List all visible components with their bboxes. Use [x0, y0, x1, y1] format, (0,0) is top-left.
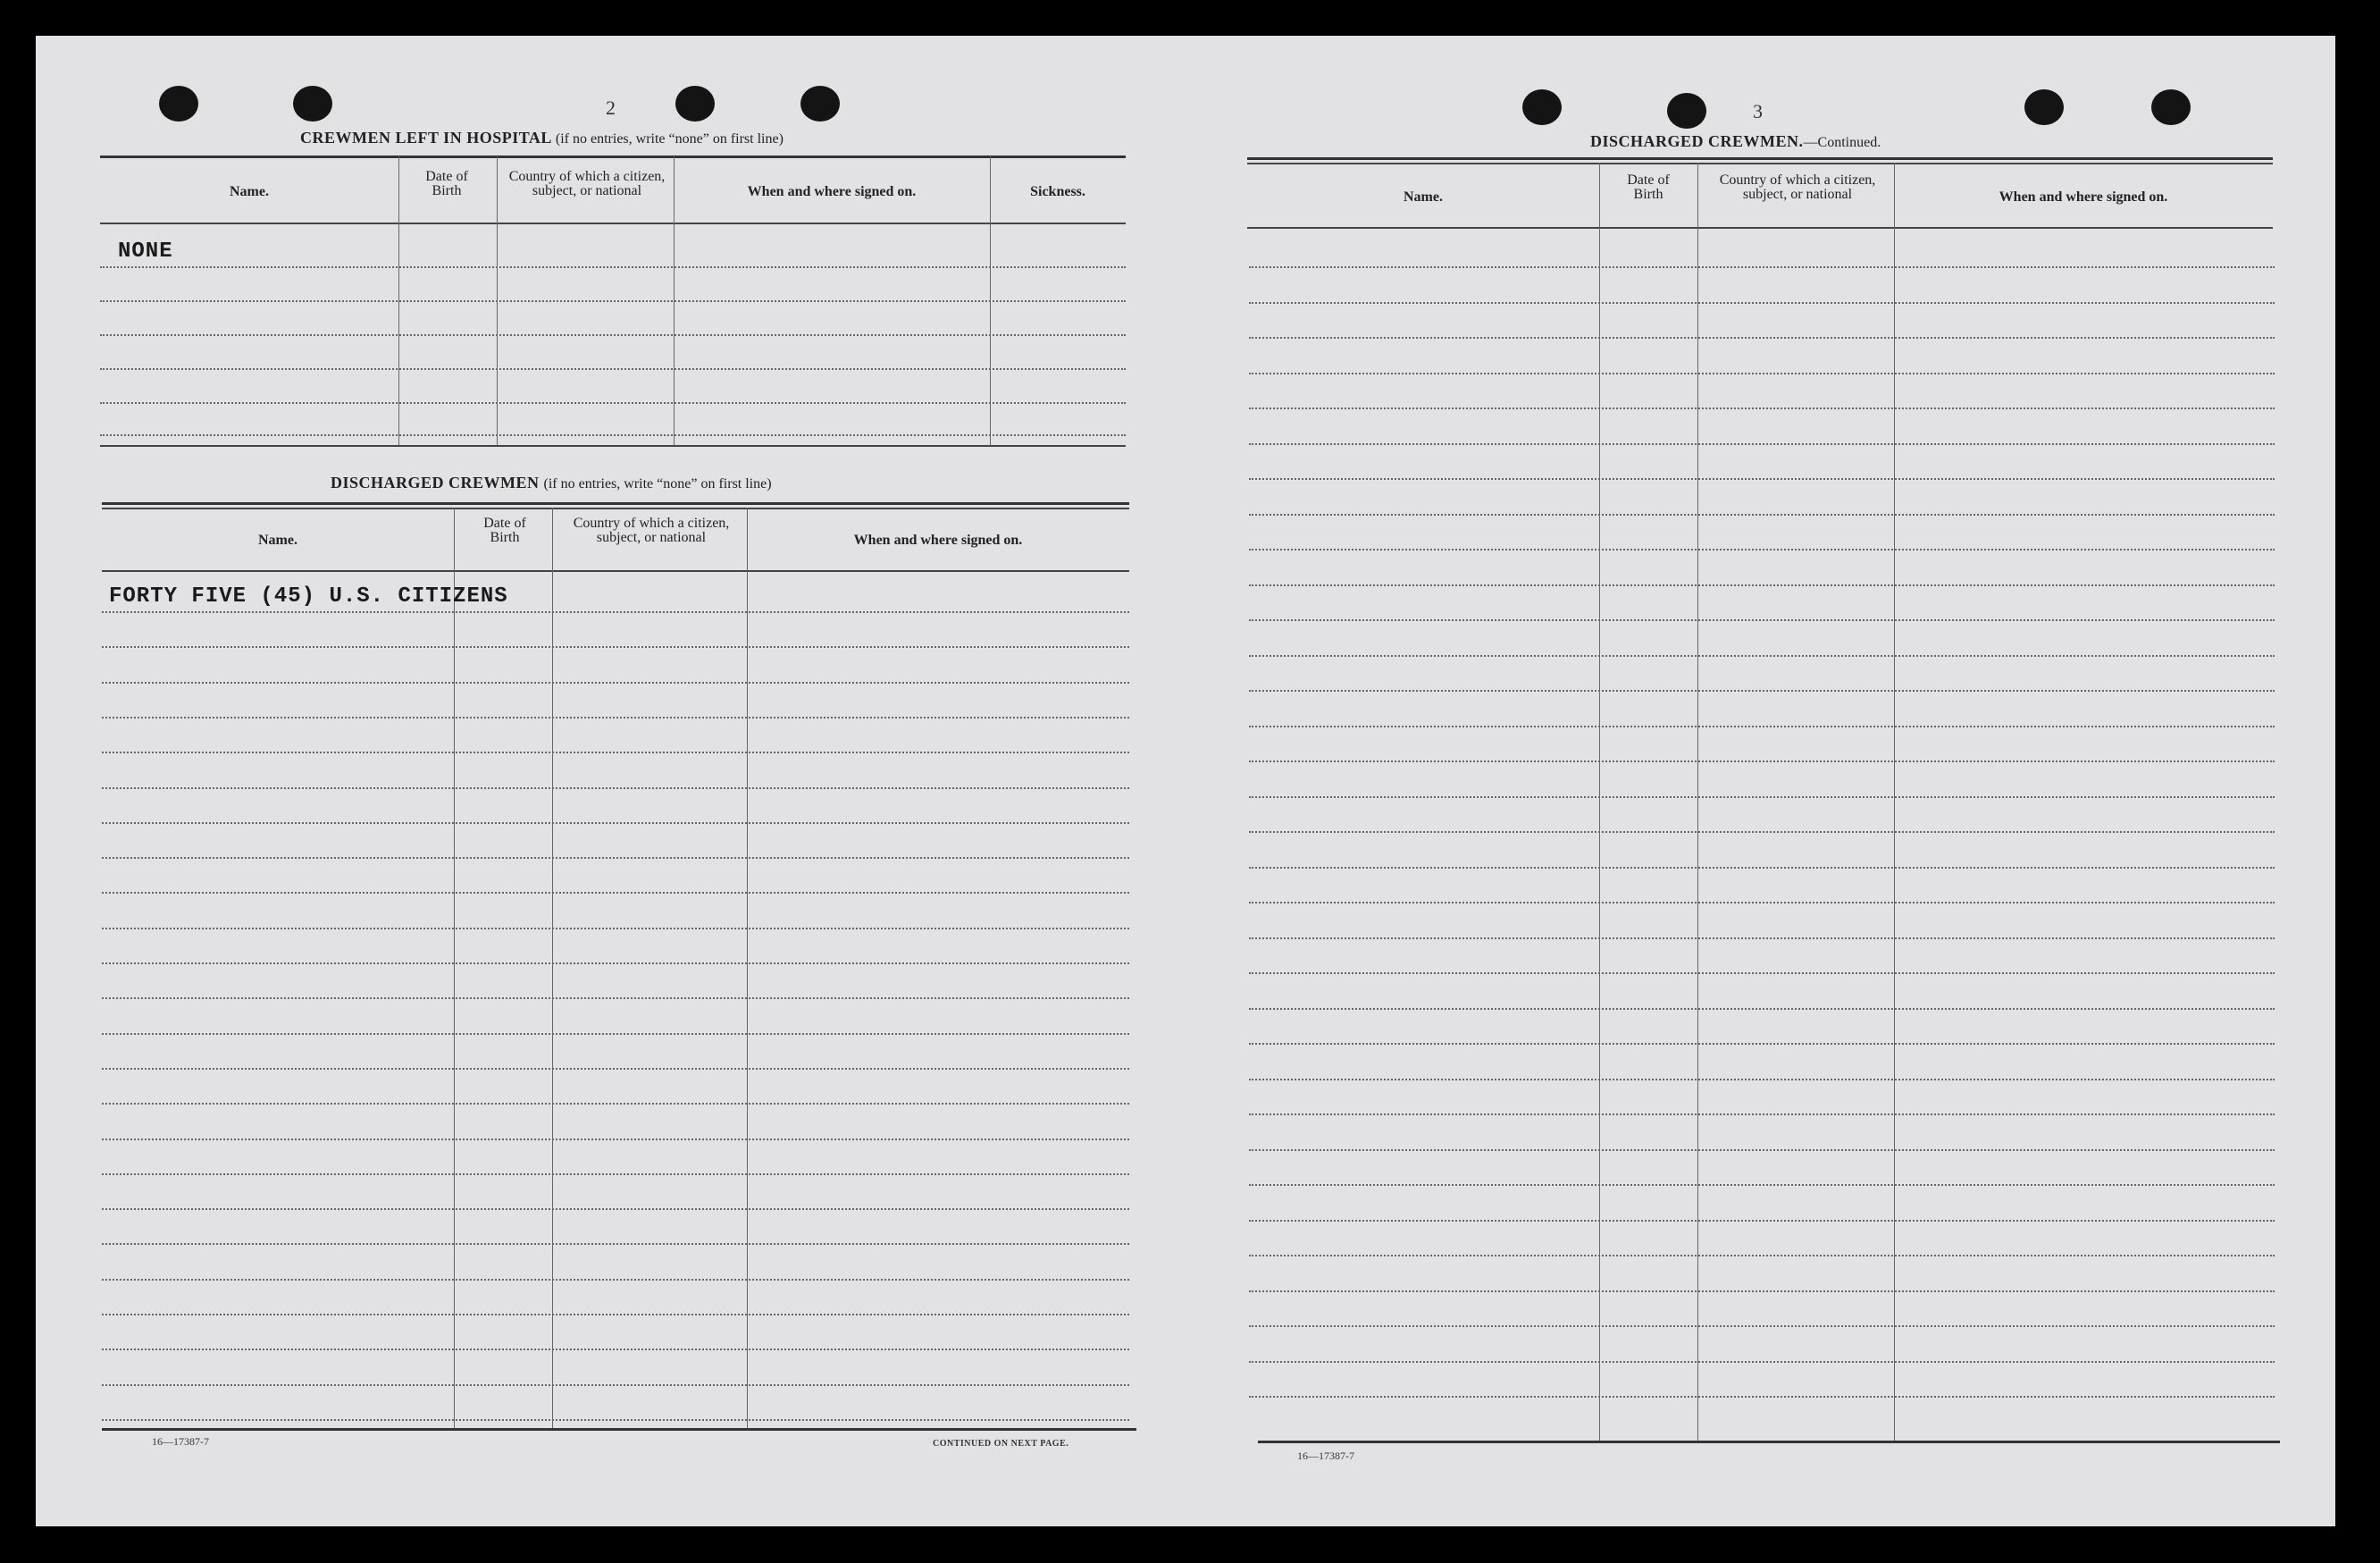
entry-line — [1249, 867, 2275, 869]
hospital-entry-line — [100, 434, 1126, 436]
entry-line — [1249, 1113, 2275, 1115]
entry-line — [102, 1279, 1129, 1281]
hospital-col-sickness: Sickness. — [1030, 184, 1085, 199]
discharged-title-text: DISCHARGED CREWMEN — [331, 474, 540, 492]
right-col-dob: Date of Birth — [1627, 172, 1670, 202]
entry-line — [102, 1419, 1129, 1421]
discharged-top-rule-2 — [102, 508, 1129, 509]
entry-line — [1249, 337, 2275, 339]
entry-line — [1249, 655, 2275, 657]
entry-line — [1249, 1325, 2275, 1327]
entry-line — [102, 1384, 1129, 1386]
entry-line — [1249, 760, 2275, 762]
right-col-country: Country of which a citizen, subject, or national — [1719, 172, 1876, 202]
hospital-col-country: Country of which a citizen, subject, or national — [508, 169, 666, 198]
entry-line — [1249, 902, 2275, 903]
entry-line — [102, 997, 1129, 999]
discharged-instruction: (if no entries, write “none” on first line) — [543, 476, 772, 492]
entry-line — [102, 717, 1129, 718]
entry-line — [102, 611, 1129, 613]
entry-line — [102, 752, 1129, 753]
discharged-bottom-rule — [102, 1428, 1136, 1431]
entry-line — [102, 822, 1129, 824]
hospital-top-rule — [100, 155, 1126, 158]
entry-line — [102, 1314, 1129, 1315]
entry-line — [1249, 302, 2275, 304]
entry-line — [102, 892, 1129, 894]
discharged-section-title — [331, 474, 772, 492]
form-number-left: 16—17387-7 — [152, 1435, 209, 1448]
entry-line — [1249, 443, 2275, 445]
entry-line — [1249, 549, 2275, 550]
right-col-divider — [1697, 163, 1698, 1441]
hospital-entry-line — [100, 402, 1126, 404]
punch-hole — [675, 86, 715, 122]
hospital-instruction: (if no entries, write “none” on first line) — [555, 131, 784, 147]
entry-line — [1249, 1255, 2275, 1256]
punch-hole — [1667, 93, 1706, 129]
entry-line — [102, 1349, 1129, 1350]
discharged-top-rule — [102, 502, 1129, 505]
entry-line — [1249, 266, 2275, 268]
document-sheet — [36, 36, 2335, 1526]
hospital-header-rule — [100, 223, 1126, 224]
entry-line — [1249, 408, 2275, 409]
hospital-section-title — [300, 129, 784, 147]
entry-line — [1249, 726, 2275, 727]
hospital-entry-line — [100, 368, 1126, 370]
entry-line — [102, 1103, 1129, 1105]
entry-line — [1249, 478, 2275, 480]
entry-line — [1249, 1008, 2275, 1010]
form-number-right: 16—17387-7 — [1297, 1450, 1354, 1462]
right-col-signed-on: When and where signed on. — [1999, 189, 2168, 205]
hospital-entry-line — [100, 334, 1126, 336]
hospital-col-name: Name. — [230, 184, 269, 199]
entry-line — [102, 1033, 1129, 1035]
entry-line — [1249, 619, 2275, 621]
entry-line — [1249, 1149, 2275, 1151]
hospital-entry-text: NONE — [118, 239, 173, 264]
right-section-title — [1590, 132, 1881, 151]
discharged-header-rule — [102, 570, 1129, 572]
right-top-rule-2 — [1247, 163, 2273, 164]
entry-line — [1249, 1043, 2275, 1045]
punch-hole — [1522, 89, 1562, 125]
entry-line — [1249, 514, 2275, 516]
right-top-rule — [1247, 157, 2273, 160]
entry-line — [1249, 1079, 2275, 1080]
entry-line — [1249, 796, 2275, 798]
entry-line — [102, 1208, 1129, 1210]
discharged-col-name: Name. — [258, 533, 298, 548]
discharged-col-signed-on: When and where signed on. — [853, 533, 1023, 548]
right-header-rule — [1247, 227, 2273, 229]
discharged-col-dob: Date of Birth — [483, 516, 526, 545]
entry-line — [102, 1139, 1129, 1140]
entry-line — [1249, 1361, 2275, 1363]
entry-line — [102, 928, 1129, 929]
entry-line — [1249, 1396, 2275, 1398]
page-number-left: 2 — [606, 97, 616, 119]
hospital-title-text: CREWMEN LEFT IN HOSPITAL — [300, 129, 551, 147]
entry-line — [102, 682, 1129, 684]
right-col-divider — [1894, 163, 1895, 1441]
entry-line — [102, 787, 1129, 789]
entry-line — [102, 1243, 1129, 1245]
hospital-col-dob: Date of Birth — [425, 169, 468, 198]
punch-hole — [293, 86, 332, 122]
entry-line — [102, 1173, 1129, 1175]
discharged-entry-text: FORTY FIVE (45) U.S. CITIZENS — [109, 584, 508, 609]
hospital-col-signed-on: When and where signed on. — [747, 184, 917, 199]
entry-line — [1249, 584, 2275, 586]
entry-line — [1249, 373, 2275, 374]
entry-line — [1249, 1290, 2275, 1292]
entry-line — [102, 646, 1129, 648]
right-bottom-rule — [1258, 1441, 2280, 1443]
discharged-col-country: Country of which a citizen, subject, or national — [573, 516, 730, 545]
right-title-suffix: —Continued. — [1803, 135, 1881, 150]
hospital-bottom-rule — [100, 445, 1126, 447]
entry-line — [102, 1068, 1129, 1070]
entry-line — [1249, 1184, 2275, 1186]
entry-line — [102, 857, 1129, 859]
entry-line — [1249, 972, 2275, 974]
punch-hole — [2151, 89, 2191, 125]
continued-note: CONTINUED ON NEXT PAGE. — [933, 1439, 1069, 1449]
right-col-divider — [1599, 163, 1600, 1441]
punch-hole — [800, 86, 840, 122]
entry-line — [1249, 831, 2275, 833]
punch-hole — [2024, 89, 2064, 125]
right-title-text: DISCHARGED CREWMEN. — [1590, 132, 1804, 150]
entry-line — [1249, 1220, 2275, 1222]
right-col-name: Name. — [1404, 189, 1443, 205]
hospital-entry-line — [100, 300, 1126, 302]
entry-line — [102, 962, 1129, 964]
entry-line — [1249, 690, 2275, 692]
punch-hole — [159, 86, 198, 122]
hospital-entry-line — [100, 266, 1126, 268]
page-number-right: 3 — [1753, 100, 1763, 122]
entry-line — [1249, 937, 2275, 939]
